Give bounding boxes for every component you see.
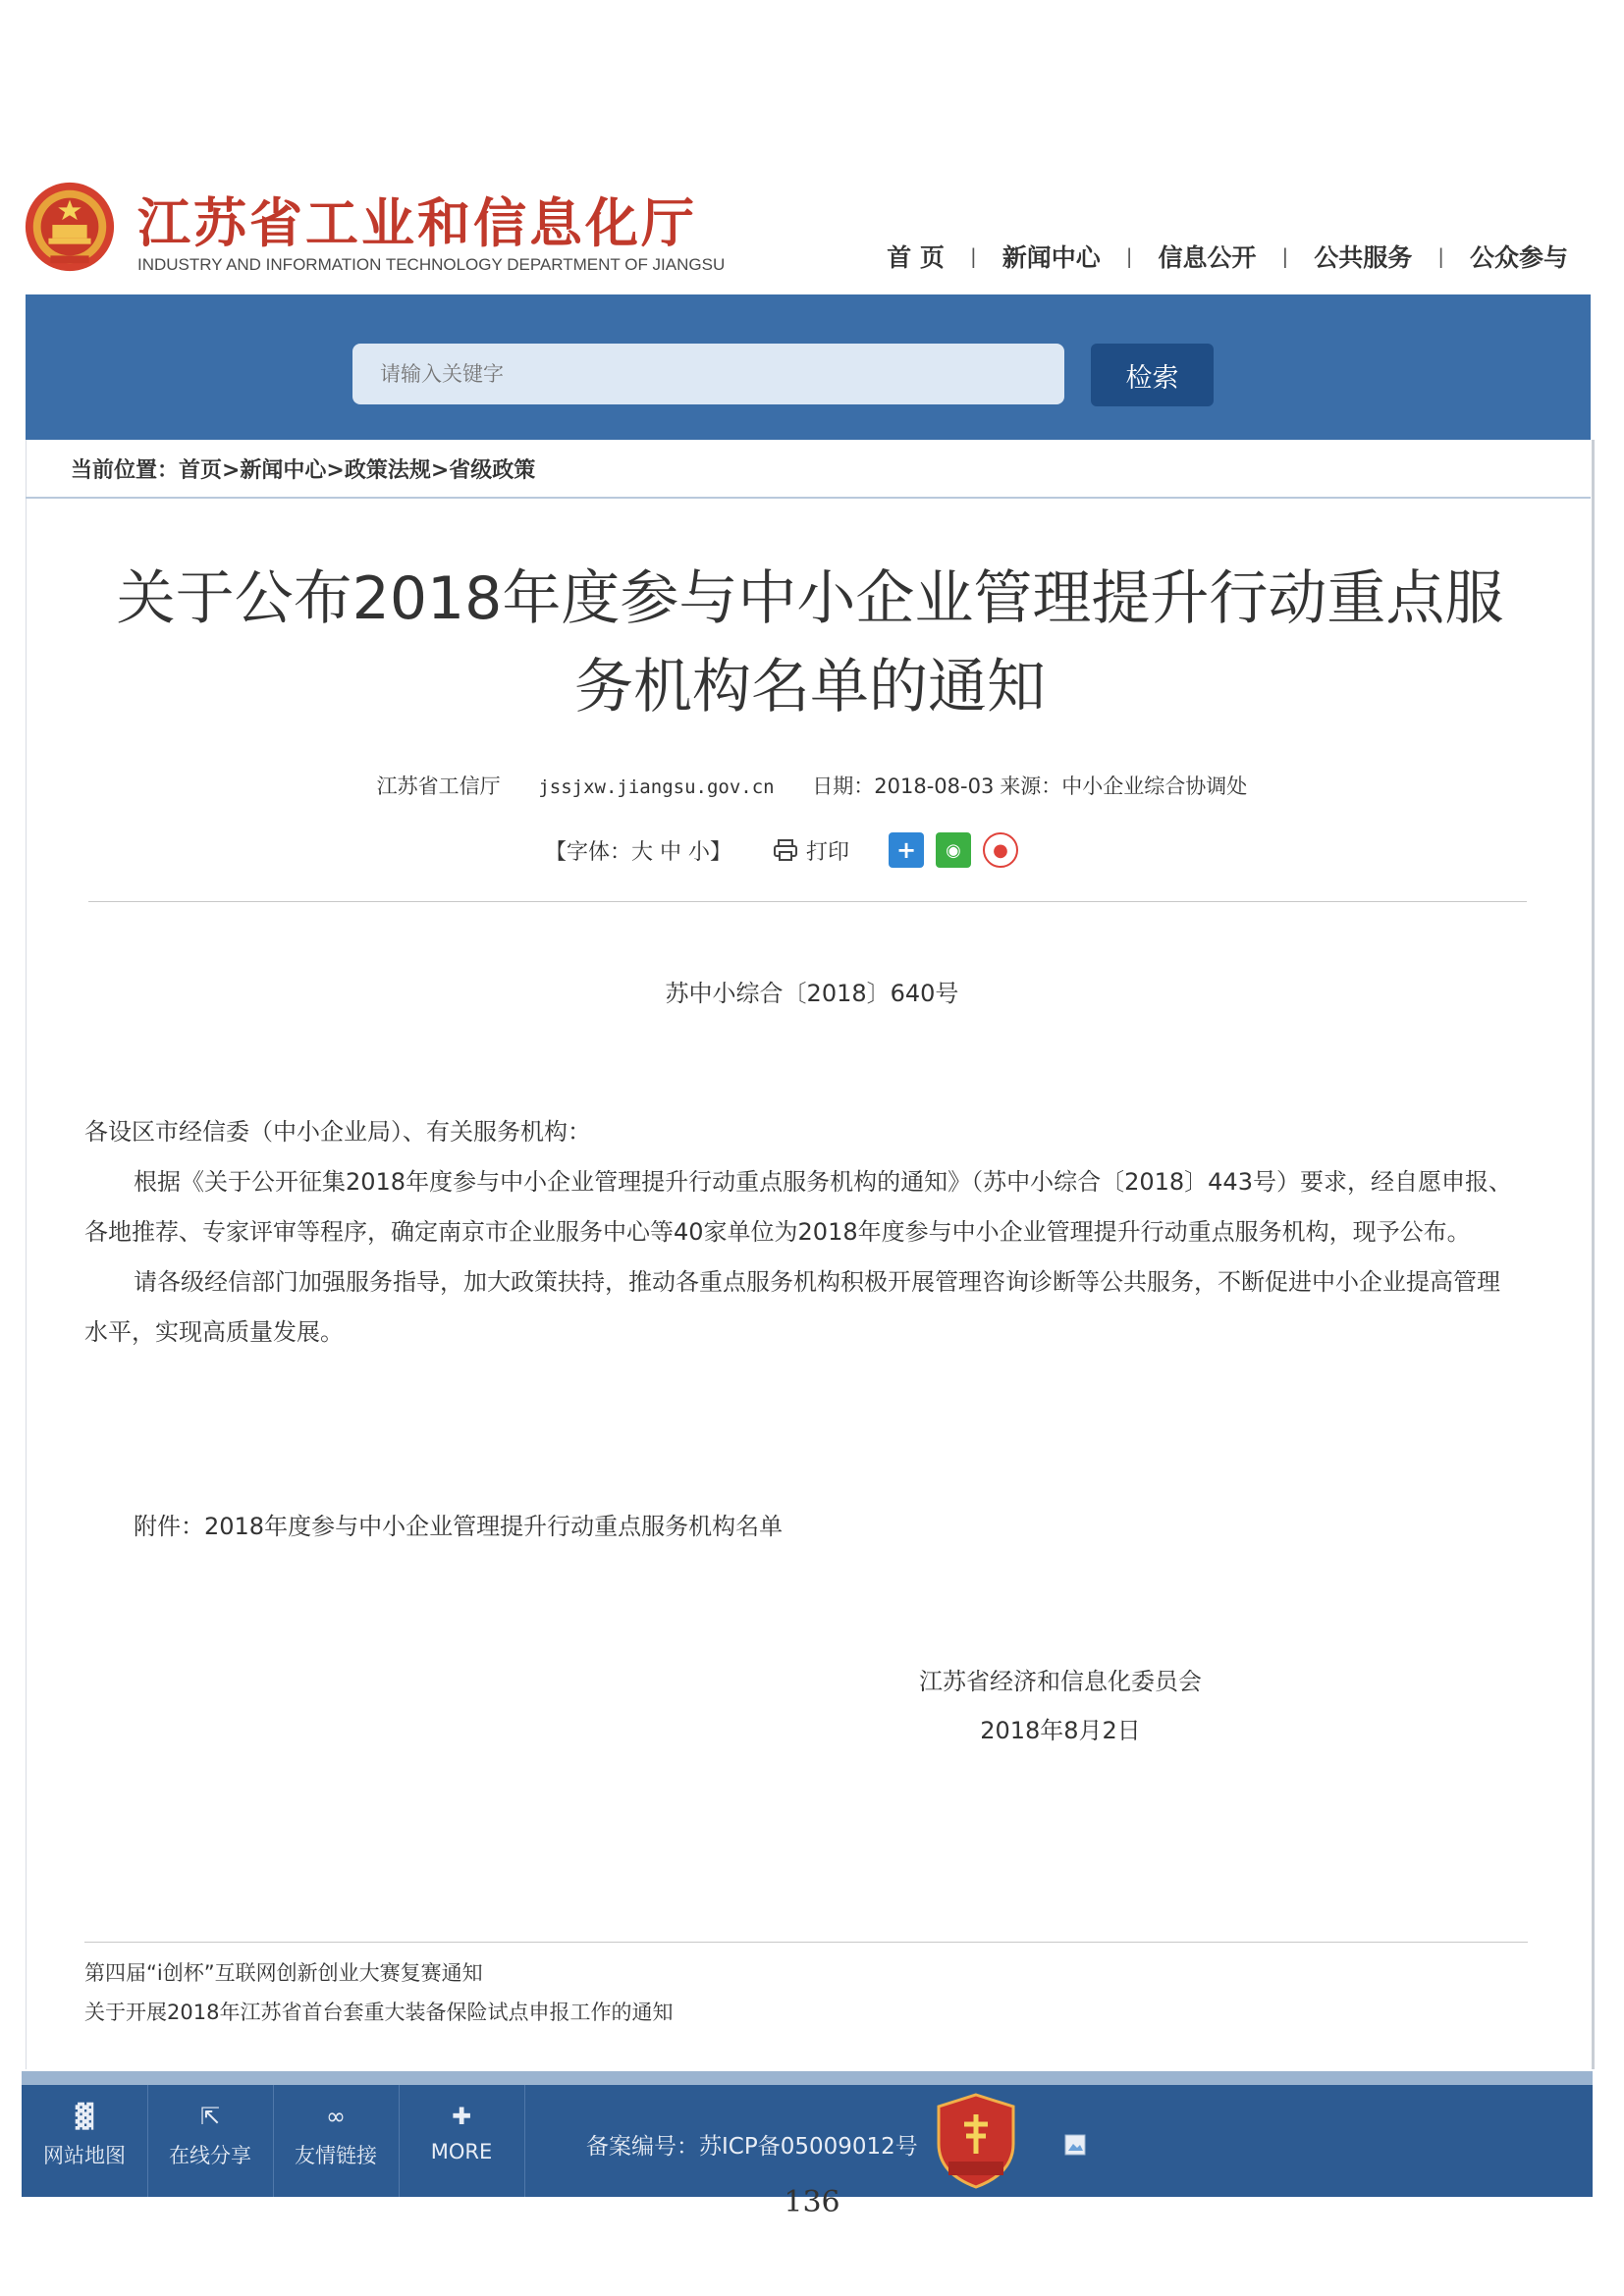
footer-sitemap[interactable]	[22, 2085, 148, 2197]
footer-online-share[interactable]	[147, 2085, 274, 2197]
share-plus-icon[interactable]: +	[889, 832, 924, 868]
footer-more[interactable]	[399, 2085, 525, 2197]
related-divider	[84, 1942, 1528, 1943]
footer-item-label: 在线分享	[169, 2144, 251, 2167]
share-icon: ⇱	[199, 2103, 221, 2130]
signer-name: 江苏省经济和信息化委员会	[919, 1668, 1202, 1695]
national-emblem-icon	[22, 178, 118, 276]
breadcrumb-divider	[26, 497, 1591, 499]
government-badge-icon[interactable]	[935, 2093, 1017, 2189]
sign-date: 2018年8月2日	[980, 1717, 1141, 1744]
article-body	[84, 1107, 1518, 1358]
article-title-line: 务机构名单的通知	[574, 653, 1046, 721]
link-icon: ∞	[326, 2103, 346, 2130]
article-title-line: 关于公布2018年度参与中小企业管理提升行动重点服	[116, 564, 1504, 633]
top-navigation	[887, 239, 1568, 274]
related-article-link[interactable]: 第四届“i创杯”互联网创新创业大赛复赛通知	[84, 1961, 483, 1985]
font-size-selector[interactable]: 【字体：大 中 小】	[545, 839, 731, 865]
search-input[interactable]	[352, 344, 1064, 404]
signature-block	[884, 1657, 1237, 1755]
article-meta	[0, 771, 1624, 800]
body-paragraph: 根据《关于公开征集2018年度参与中小企业管理提升行动重点服务机构的通知》（苏中小综合〔2018〕443号）要求，经自愿申报、各地推荐、专家评审等程序，确定南京市企业服务中心等40家单位为2018年度参与中小企业管理提升行动重点服务机构，现予公布。	[84, 1168, 1512, 1246]
nav-public-service[interactable]: 公共服务	[1314, 243, 1413, 272]
breadcrumb: 当前位置：首页>新闻中心>政策法规>省级政策	[71, 458, 536, 483]
site-title: 江苏省工业和信息化厅	[137, 191, 697, 254]
related-article-link[interactable]: 关于开展2018年江苏省首台套重大装备保险试点申报工作的通知	[84, 2001, 674, 2024]
footer-item-label: MORE	[430, 2140, 493, 2163]
nav-separator: |	[1125, 244, 1133, 268]
site-header	[22, 172, 1593, 290]
print-label: 打印	[806, 839, 850, 865]
body-paragraph: 请各级经信部门加强服务指导，加大政策扶持，推动各重点服务机构积极开展管理咨询诊断等公共服务，不断促进中小企业提高管理水平，实现高质量发展。	[84, 1268, 1500, 1346]
article-title	[79, 555, 1542, 731]
article-source: 来源：中小企业综合协调处	[1000, 774, 1248, 798]
attachment-link[interactable]: 附件：2018年度参与中小企业管理提升行动重点服务机构名单	[134, 1513, 784, 1540]
printer-icon	[773, 838, 798, 862]
search-band	[26, 294, 1591, 440]
nav-separator: |	[1281, 244, 1289, 268]
wechat-icon[interactable]: ◉	[936, 832, 971, 868]
broken-image-icon	[1064, 2134, 1086, 2156]
nav-separator: |	[969, 244, 977, 268]
nav-public-participation[interactable]: 公众参与	[1469, 243, 1568, 272]
footer-item-label: 友情链接	[295, 2144, 377, 2167]
publish-date: 日期：2018-08-03	[812, 774, 995, 798]
nav-news-center[interactable]: 新闻中心	[1001, 243, 1101, 272]
map-icon: ▓	[75, 2103, 94, 2130]
related-articles	[84, 1953, 673, 2032]
page-number: 136	[784, 2185, 840, 2219]
plus-icon: ✚	[451, 2103, 472, 2130]
article-tools	[545, 832, 1030, 868]
weibo-icon[interactable]: ●	[983, 832, 1018, 868]
site-footer	[22, 2071, 1593, 2197]
footer-item-label: 网站地图	[43, 2144, 126, 2167]
nav-home[interactable]: 首 页	[887, 243, 945, 272]
print-button[interactable]	[773, 835, 849, 866]
nav-separator: |	[1437, 244, 1444, 268]
footer-strip	[22, 2071, 1593, 2085]
article-divider	[88, 901, 1527, 902]
site-url: jssjxw.jiangsu.gov.cn	[538, 776, 775, 798]
nav-information-disclosure[interactable]: 信息公开	[1158, 243, 1257, 272]
publisher: 江苏省工信厅	[376, 774, 501, 798]
icp-record: 备案编号：苏ICP备05009012号	[586, 2134, 918, 2160]
search-button[interactable]: 检索	[1091, 344, 1214, 406]
document-number: 苏中小综合〔2018〕640号	[665, 980, 959, 1007]
salutation: 各设区市经信委（中小企业局）、有关服务机构：	[84, 1118, 591, 1146]
footer-friend-links[interactable]	[273, 2085, 400, 2197]
site-subtitle: INDUSTRY AND INFORMATION TECHNOLOGY DEPARTMENT OF JIANGSU	[137, 255, 726, 274]
